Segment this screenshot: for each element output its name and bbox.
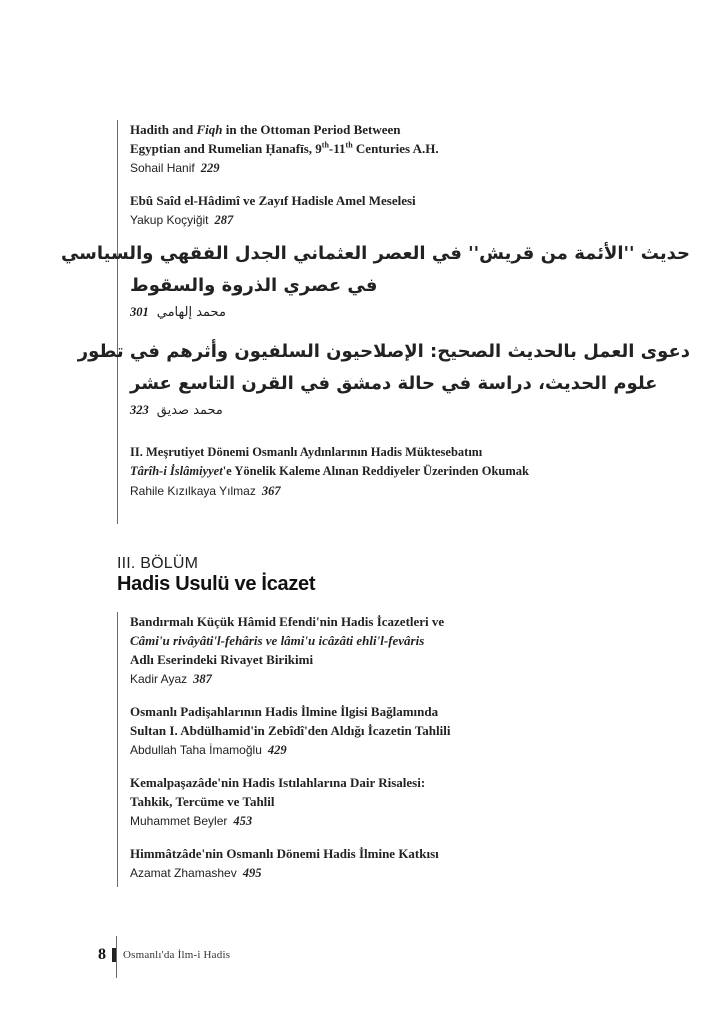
entry-author: محمد صديق bbox=[156, 402, 223, 418]
entry-author: Muhammet Beyler bbox=[130, 814, 228, 828]
toc-entry-imamoglu[interactable] bbox=[130, 702, 690, 759]
toc-entry-beyler[interactable] bbox=[130, 773, 690, 830]
entry-title: Tahkik, Tercüme ve Tahlil bbox=[130, 794, 275, 809]
entry-title: Himmâtzâde'nin Osmanlı Dönemi Hadis İlmine Katkısı bbox=[130, 846, 439, 861]
entry-page-number: 367 bbox=[261, 484, 281, 498]
entry-author: Yakup Koçyiğit bbox=[130, 213, 209, 227]
entry-title: Bandırmalı Küçük Hâmid Efendi'nin Hadis İcazetleri ve bbox=[130, 614, 445, 629]
entry-page-number: 429 bbox=[267, 743, 287, 757]
entry-title-arabic: علوم الحديث، دراسة في حالة دمشق في القرن التاسع عشر bbox=[130, 373, 658, 394]
entry-title: Târîh-i İslâmiyyet'e Yönelik Kaleme Alınan Reddiyeler Üzerinden Okumak bbox=[130, 464, 529, 478]
entry-author-line bbox=[130, 671, 690, 688]
entry-page-number: 387 bbox=[193, 672, 212, 686]
entry-title: II. Meşrutiyet Dönemi Osmanlı Aydınlarının Hadis Müktesebatını bbox=[130, 445, 483, 459]
entry-title-arabic: في عصري الذروة والسقوط bbox=[130, 275, 378, 296]
section-title: Hadis Usulü ve İcazet bbox=[117, 573, 316, 595]
entry-author: Rahile Kızılkaya Yılmaz bbox=[130, 484, 256, 498]
entry-page-number: 323 bbox=[130, 402, 149, 417]
toc-entry-yilmaz[interactable] bbox=[130, 443, 690, 500]
entry-title-arabic: دعوى العمل بالحديث الصحيح: الإصلاحيون السلفيون وأثرهم في تطور bbox=[77, 341, 690, 362]
page-number: 8 bbox=[98, 946, 106, 963]
running-title: Osmanlı'da İlm-i Hadis bbox=[123, 949, 231, 961]
entry-author: Azamat Zhamashev bbox=[130, 866, 237, 880]
toc-entry-ayaz[interactable] bbox=[130, 612, 690, 688]
entry-title: Sultan I. Abdülhamid'in Zebîdî'den Aldığı İcazetin Tahlili bbox=[130, 723, 451, 738]
section-number: III. BÖLÜM bbox=[117, 555, 199, 572]
entry-page-number: 453 bbox=[233, 814, 253, 828]
footer-marker bbox=[112, 948, 116, 962]
entry-title: Osmanlı Padişahlarının Hadis İlmine İlgisi Bağlamında bbox=[130, 704, 439, 719]
entry-page-number: 301 bbox=[130, 304, 149, 319]
entry-author-line bbox=[130, 483, 690, 500]
toc-entry-hanif[interactable] bbox=[130, 120, 690, 177]
entry-page-number: 495 bbox=[242, 866, 262, 880]
entry-author-line bbox=[130, 865, 690, 882]
entry-author-line bbox=[130, 212, 690, 229]
entry-author: محمد إلهامي bbox=[156, 304, 226, 320]
toc-entry-zhamashev[interactable] bbox=[130, 844, 690, 882]
entry-author-line bbox=[130, 399, 690, 421]
entry-title-arabic: حديث ''الأئمة من قريش'' في العصر العثماني الجدل الفقهي والسياسي bbox=[60, 243, 690, 264]
entry-author-line bbox=[130, 160, 690, 177]
page-footer bbox=[98, 946, 230, 964]
entry-author: Abdullah Taha İmamoğlu bbox=[130, 743, 262, 757]
entry-title: Ebû Saîd el-Hâdimî ve Zayıf Hadisle Amel Meselesi bbox=[130, 193, 416, 208]
entry-author-line bbox=[130, 742, 690, 759]
entry-author-line bbox=[130, 813, 690, 830]
toc-entry-ilhami[interactable] bbox=[60, 237, 690, 323]
entry-title: Kemalpaşazâde'nin Hadis Istılahlarına Dair Risalesi: bbox=[130, 775, 426, 790]
entry-author: Kadir Ayaz bbox=[130, 672, 188, 686]
entry-title: Adlı Eserindeki Rivayet Birikimi bbox=[130, 652, 314, 667]
entry-title: Câmi'u rivâyâti'l-fehâris ve lâmi'u icâzâti ehli'l-fevâris bbox=[130, 633, 425, 648]
toc-entry-kocyigit[interactable] bbox=[130, 191, 690, 229]
entry-author: Sohail Hanif bbox=[130, 161, 195, 175]
entry-title: Egyptian and Rumelian Ḥanafīs, 9th-11th Centuries A.H. bbox=[130, 140, 439, 156]
entry-title: Hadith and Fiqh in the Ottoman Period Between bbox=[130, 122, 401, 137]
entry-page-number: 287 bbox=[214, 213, 234, 227]
section-heading bbox=[117, 555, 315, 596]
toc-block-part3 bbox=[117, 612, 690, 887]
entry-page-number: 229 bbox=[200, 161, 220, 175]
toc-block-part2 bbox=[60, 120, 690, 524]
entry-author-line bbox=[130, 301, 690, 323]
toc-entry-siddiq[interactable] bbox=[77, 335, 690, 421]
